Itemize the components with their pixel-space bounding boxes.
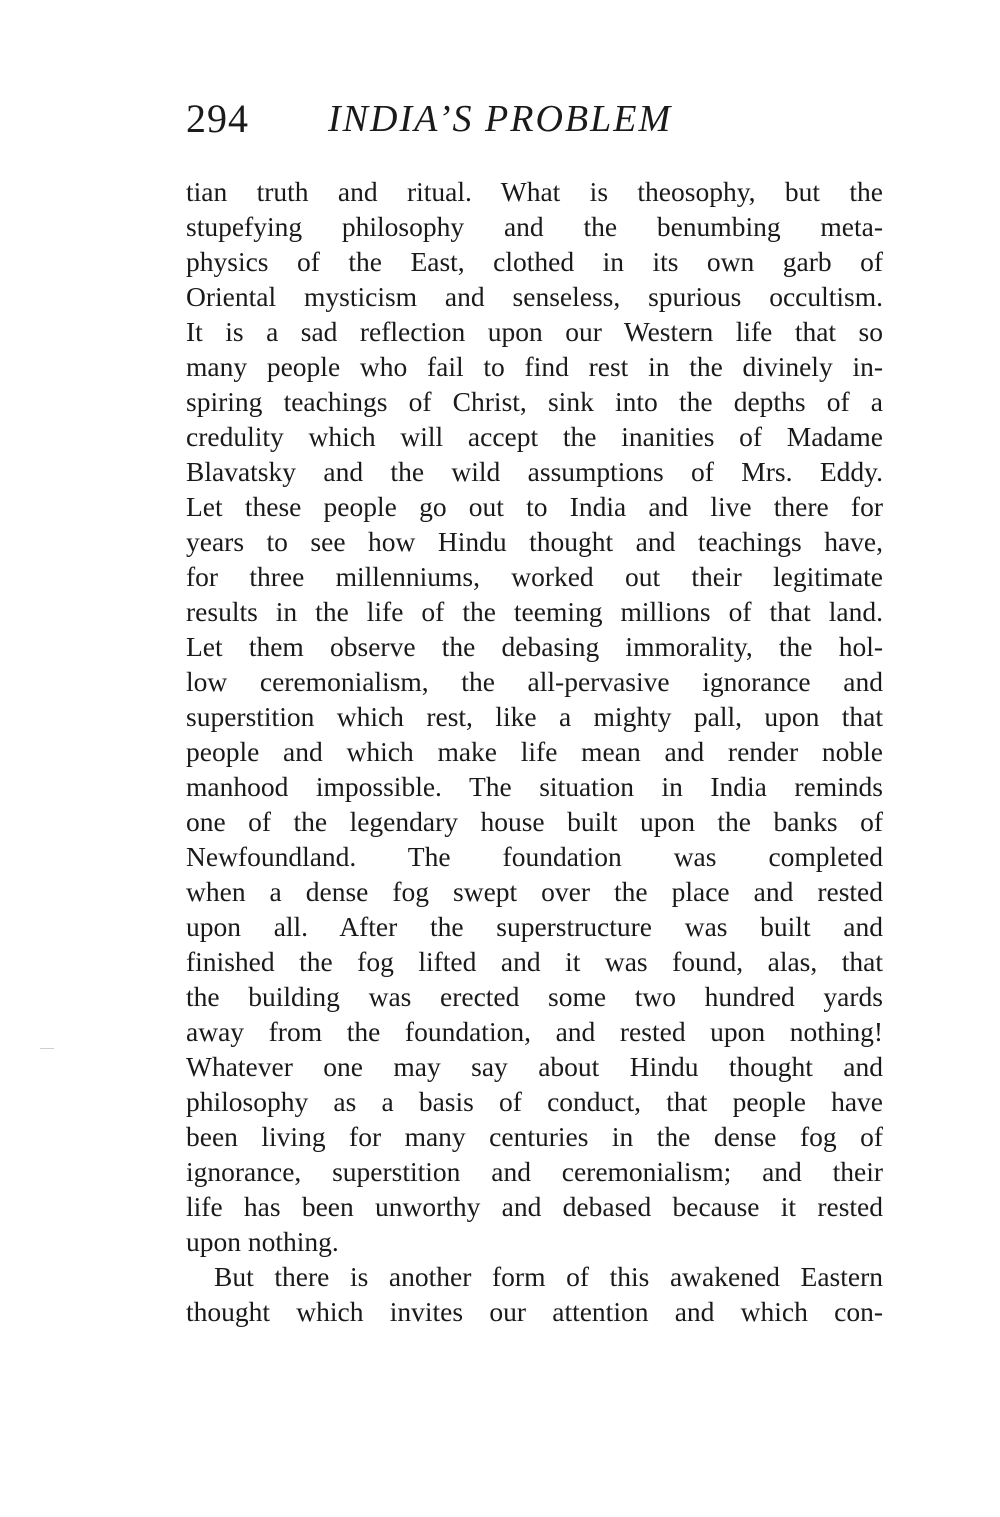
text-line: spiring teachings of Christ, sink into the depths of a [186,386,883,417]
running-title: INDIA’S PROBLEM [328,98,673,140]
text-line: thought which invites our attention and which con- [186,1296,883,1327]
text-line: Newfoundland. The foundation was completed [186,841,883,872]
text-line: years to see how Hindu thought and teachings have, [186,526,883,557]
text-line: ignorance, superstition and ceremonialism; and their [186,1156,883,1187]
text-line: been living for many centuries in the dense fog of [186,1121,883,1152]
text-line: people and which make life mean and render noble [186,736,883,767]
running-head [186,94,886,144]
text-line: Oriental mysticism and senseless, spurious occultism. [186,281,883,312]
body-text [186,174,883,1329]
text-line: superstition which rest, like a mighty pall, upon that [186,701,883,732]
text-line: It is a sad reflection upon our Western life that so [186,316,883,347]
text-line: Blavatsky and the wild assumptions of Mrs. Eddy. [186,456,883,487]
margin-mark [40,1048,54,1049]
text-line: finished the fog lifted and it was found, alas, that [186,946,883,977]
text-line: when a dense fog swept over the place and rested [186,876,883,907]
text-line: Whatever one may say about Hindu thought and [186,1051,883,1082]
text-line: life has been unworthy and debased because it rested [186,1191,883,1222]
text-line: results in the life of the teeming millions of that land. [186,596,883,627]
page-number: 294 [186,96,249,141]
text-line: Let them observe the debasing immorality, the hol- [186,631,883,662]
text-line: tian truth and ritual. What is theosophy, but the [186,176,883,207]
paragraph-end-line: upon nothing. [186,1226,339,1257]
text-line: credulity which will accept the inanities of Madame [186,421,883,452]
text-line: away from the foundation, and rested upon nothing! [186,1016,883,1047]
text-line: low ceremonialism, the all-pervasive ignorance and [186,666,883,697]
text-line: physics of the East, clothed in its own garb of [186,246,883,277]
text-line: the building was erected some two hundred yards [186,981,883,1012]
text-line: philosophy as a basis of conduct, that people have [186,1086,883,1117]
text-line: manhood impossible. The situation in India reminds [186,771,883,802]
text-line: one of the legendary house built upon the banks of [186,806,883,837]
paragraph-start-line: But there is another form of this awakened Eastern [214,1261,883,1292]
text-line: Let these people go out to India and live there for [186,491,883,522]
text-line: many people who fail to find rest in the divinely in- [186,351,883,382]
text-line: upon all. After the superstructure was built and [186,911,883,942]
text-line: stupefying philosophy and the benumbing meta- [186,211,883,242]
text-line: for three millenniums, worked out their legitimate [186,561,883,592]
